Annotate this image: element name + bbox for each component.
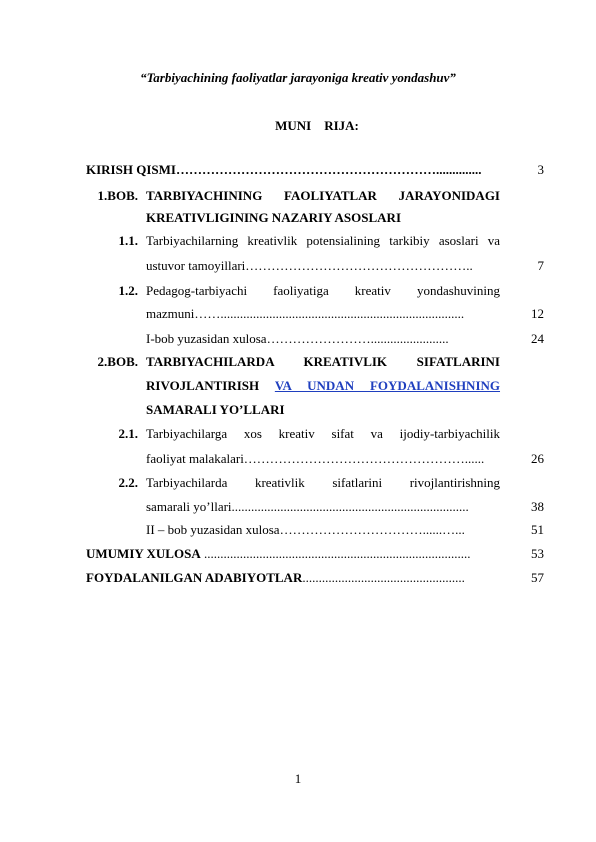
toc-chapter2-link[interactable]: VA UNDAN FOYDALANISHNING xyxy=(274,378,501,393)
toc-chapter1-title-line1: TARBIYACHINING FAOLIYATLAR JARAYONIDAGI xyxy=(146,188,500,203)
toc-summary-dots: .................................................................................. xyxy=(200,546,471,561)
toc-summary-page: 53 xyxy=(531,546,544,561)
toc-references-label: FOYDALANILGAN ADABIYOTLAR xyxy=(86,570,303,585)
toc-section-1-2-page: 12 xyxy=(531,306,544,321)
toc-chapter2-conclusion-page: 51 xyxy=(531,522,544,537)
toc-section-1-2-number: 1.2. xyxy=(118,283,138,298)
contents-heading: MUNI RIJA: xyxy=(275,118,359,133)
toc-section-2-2-number: 2.2. xyxy=(118,475,138,490)
toc-chapter2-title-line1: TARBIYACHILARDA KREATIVLIK SIFATLARINI xyxy=(146,354,500,369)
toc-section-2-2-page: 38 xyxy=(531,499,544,514)
toc-intro-page: 3 xyxy=(537,162,544,177)
toc-section-1-1-line2: ustuvor tamoyillari…………………………………………….. xyxy=(146,258,473,273)
toc-section-2-1-line1: Tarbiyachilarga xos kreativ sifat va ijodiy-tarbiyachilik xyxy=(146,426,500,441)
toc-section-1-2-line2: mazmuni……........................................................................... xyxy=(146,306,465,321)
toc-references-page: 57 xyxy=(531,570,544,585)
toc-summary xyxy=(86,546,498,562)
toc-chapter2-title-line3: SAMARALI YO’LLARI xyxy=(146,402,285,417)
toc-section-1-1-number: 1.1. xyxy=(118,233,138,248)
toc-section-1-2-line1: Pedagog-tarbiyachi faoliyatiga kreativ yondashuvining xyxy=(146,283,500,298)
toc-chapter1-conclusion-page: 24 xyxy=(531,331,544,346)
toc-chapter2-conclusion: II – bob yuzasidan xulosa……………………………......…... xyxy=(146,522,465,537)
toc-chapter1-title-line2: KREATIVLIGINING NAZARIY ASOSLARI xyxy=(146,210,401,225)
page-number: 1 xyxy=(294,771,302,786)
toc-intro-label: KIRISH QISMI…………………………………………………….............. xyxy=(86,162,482,177)
toc-references-dots: .................................................. xyxy=(302,570,465,585)
toc-section-1-1-page: 7 xyxy=(537,258,544,273)
toc-chapter1-conclusion: I-bob yuzasidan xulosa……………………........................ xyxy=(146,331,449,346)
toc-chapter2-number: 2.BOB. xyxy=(97,354,138,369)
toc-section-2-2-line1: Tarbiyachilarda kreativlik sifatlarini rivojlantirishning xyxy=(146,475,500,490)
toc-chapter2-title-line2 xyxy=(146,378,500,394)
toc-section-2-1-number: 2.1. xyxy=(118,426,138,441)
document-title: “Tarbiyachining faoliyatlar jarayoniga kreativ yondashuv” xyxy=(140,70,456,85)
toc-chapter2-title-line2a: RIVOJLANTIRISH xyxy=(146,378,260,393)
toc-section-2-1-page: 26 xyxy=(531,451,544,466)
toc-chapter1-number: 1.BOB. xyxy=(97,188,138,203)
toc-references xyxy=(86,570,498,586)
toc-section-2-2-line2: samarali yo’llari......................................................................... xyxy=(146,499,469,514)
toc-section-2-1-line2: faoliyat malakalari……………………………………………...... xyxy=(146,451,485,466)
toc-summary-label: UMUMIY XULOSA xyxy=(86,546,201,561)
toc-section-1-1-line1: Tarbiyachilarning kreativlik potensialining tarkibiy asoslari va xyxy=(146,233,500,248)
